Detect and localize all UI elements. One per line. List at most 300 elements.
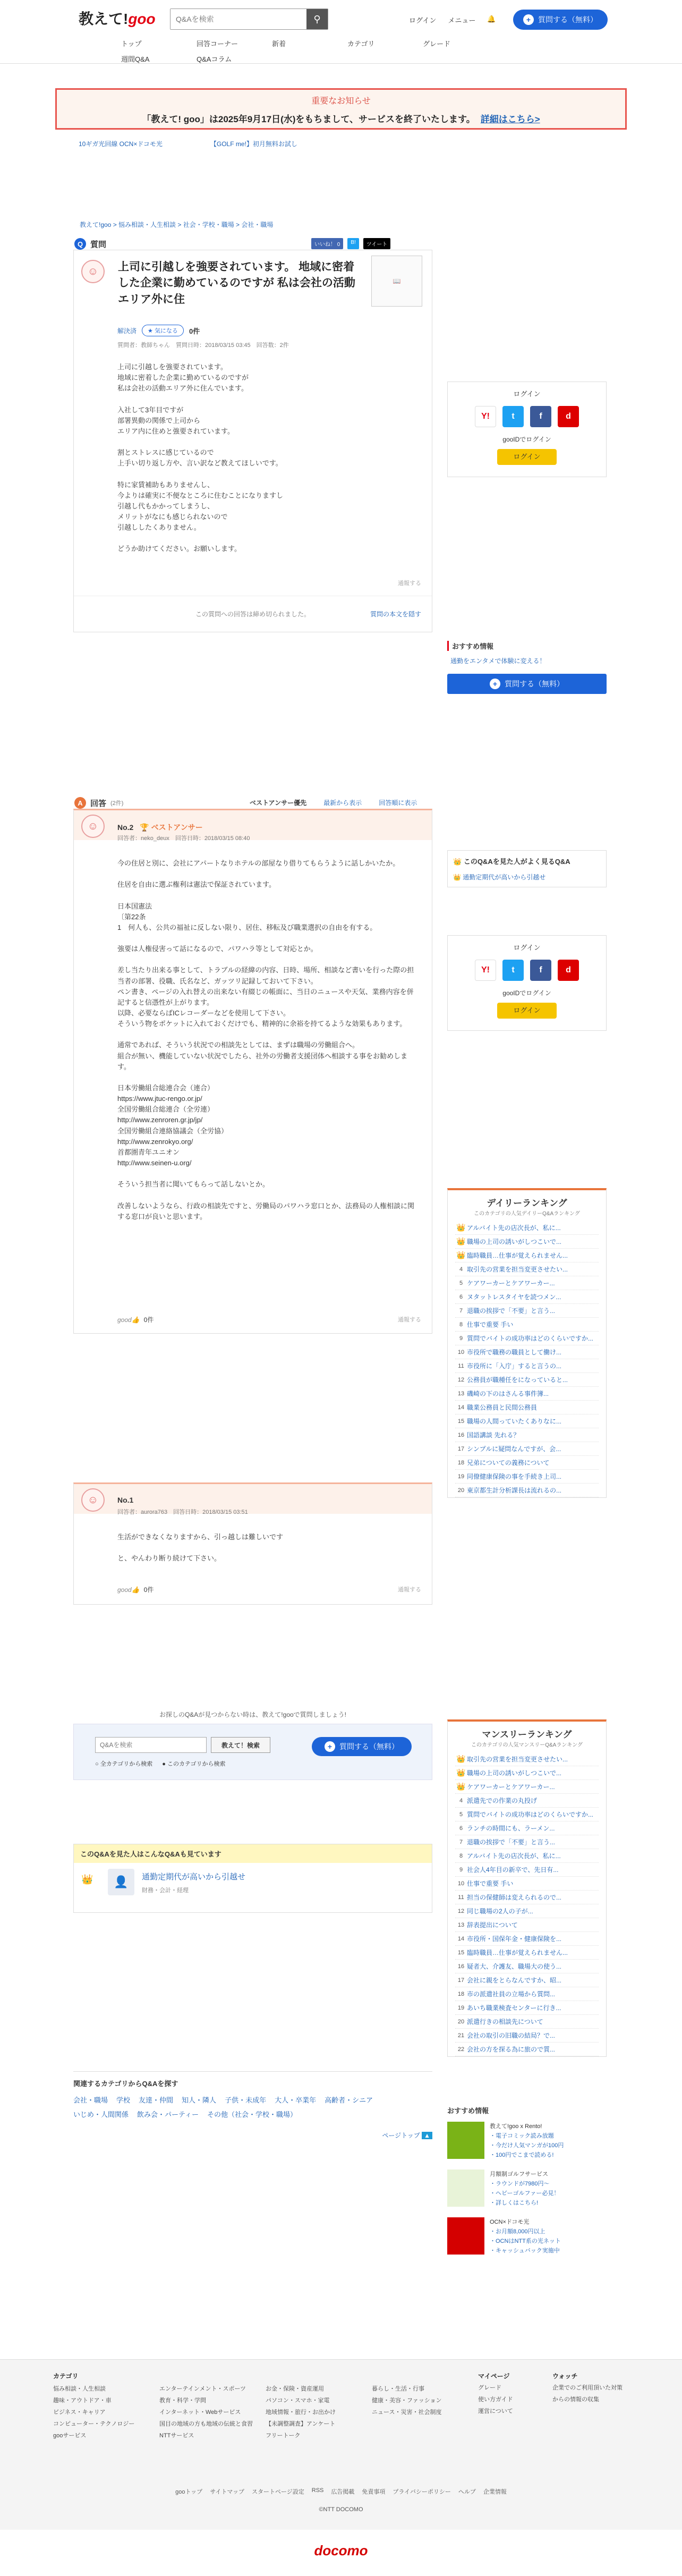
- notice-title: 重要なお知らせ: [311, 97, 371, 106]
- answer-meta: 回答者：neko_deux 回答日時：2018/03/15 08:40: [117, 835, 250, 842]
- ranking-item-label: 退職の挨拶で「不要」と言う...: [467, 1307, 556, 1315]
- login-link[interactable]: ログイン: [409, 16, 437, 24]
- share-icon[interactable]: B!: [347, 238, 359, 249]
- ranking-item[interactable]: [455, 1835, 599, 1849]
- twitter-icon[interactable]: t: [502, 960, 524, 981]
- search-prompt-box: [73, 1724, 432, 1780]
- search-input[interactable]: [170, 9, 306, 29]
- prompt-ask-button[interactable]: + 質問する（無料）: [312, 1737, 412, 1756]
- footer-column: [53, 2383, 134, 2442]
- ranking-item[interactable]: [455, 1808, 599, 1821]
- category-link[interactable]: 知人・隣人: [182, 2096, 217, 2104]
- login-box-title: ログイン: [513, 944, 541, 952]
- nav-grade[interactable]: グレード: [423, 40, 451, 48]
- footer-link[interactable]: フリートーク: [266, 2433, 301, 2439]
- best-answer-badge: 🏆 ベストアンサー: [140, 823, 203, 832]
- menu-link[interactable]: メニュー: [448, 16, 476, 24]
- facebook-icon[interactable]: f: [530, 406, 551, 427]
- category-link[interactable]: 学校: [116, 2096, 131, 2104]
- ranking-item-label: 派遣先での作業の丸投げ: [467, 1797, 538, 1804]
- rank-number: 14: [457, 1935, 465, 1942]
- answer-card: [73, 809, 432, 1334]
- search-scope-radios: [95, 1759, 226, 1768]
- helpful-button[interactable]: ★ 気になる: [142, 325, 184, 336]
- facebook-like-button[interactable]: いいね！ 0: [311, 238, 343, 249]
- question-status-row: [117, 325, 200, 336]
- closed-note: この質問への回答は締め切られました。 質問の本文を隠す: [74, 596, 432, 632]
- related-qa-link[interactable]: 👑 通勤定期代が高いから引越せ: [453, 874, 546, 881]
- yahoo-icon[interactable]: Y!: [475, 960, 496, 981]
- footer-link[interactable]: 教育・科学・学問: [159, 2397, 206, 2404]
- ranking-item[interactable]: [455, 1373, 599, 1387]
- category-link[interactable]: いじめ・人間関係: [73, 2111, 129, 2119]
- site-footer: [0, 2359, 682, 2575]
- side-ads-list: [447, 2122, 607, 2256]
- category-link[interactable]: 飲み会・パーティー: [137, 2111, 199, 2119]
- rank-number: 16: [457, 1431, 465, 1438]
- answer-number: No.2: [117, 823, 134, 832]
- ad-title: 月額制ゴルフサービス: [490, 2171, 548, 2177]
- footer-link[interactable]: お金・保険・資産運用: [266, 2386, 324, 2392]
- monthly-ranking-list: [448, 1752, 606, 2056]
- answer-rank-row: [117, 822, 203, 833]
- category-link[interactable]: 友達・仲間: [139, 2096, 174, 2104]
- crown-icon: 👑: [456, 1251, 466, 1259]
- category-links: [73, 2095, 403, 2119]
- nav-new[interactable]: 新着: [272, 40, 286, 48]
- ranking-item[interactable]: [455, 2015, 599, 2029]
- hide-question-link[interactable]: 質問の本文を隠す: [370, 611, 421, 618]
- ranking-item-label: 退職の挨拶で「不要」と言う...: [467, 1838, 556, 1846]
- rank-number: 18: [457, 1990, 465, 1997]
- answerer-avatar: ☺: [81, 1488, 105, 1512]
- side-ad[interactable]: [447, 2122, 607, 2160]
- facebook-icon[interactable]: f: [530, 960, 551, 981]
- book-illustration: 📖: [371, 256, 422, 307]
- ranking-item[interactable]: [455, 1262, 599, 1276]
- footer-bottom-links: [0, 2487, 682, 2496]
- ranking-item[interactable]: [455, 1794, 599, 1808]
- yahoo-icon[interactable]: Y!: [475, 406, 496, 427]
- ad-link-golf[interactable]: 【GOLF me!】初月無料お試し: [210, 140, 297, 148]
- ad-thumbnail: [447, 2122, 484, 2159]
- question-body: 上司に引越しを強要されています。 地域に密着した企業に勤めているのですが 私は会社の活動エリア外に住んでいます。 入社して3年目ですが 部署異動の関係で上司から エリア内に住めと強要されています。 割とストレスに感じているので 上手い切り返し方や、言い訳など教えてほしいです。 特に家賃補助もありませんし、 今よりは確実に不便なところに住むことになりますし 引越し代もかかってしまうし、 メリットがなにも感じられないので 引越ししたくありません。 どうか助けてください。お願いします。: [117, 363, 284, 553]
- ad-links: [79, 139, 297, 148]
- good-row: good👍 0件: [117, 1586, 154, 1594]
- plus-icon: +: [325, 1741, 335, 1752]
- ranking-item-label: 取引先の営業を担当変更させたい...: [467, 1756, 568, 1763]
- ranking-item[interactable]: [455, 1304, 599, 1318]
- docomo-icon[interactable]: d: [558, 406, 579, 427]
- footer-bottom-link[interactable]: 企業情報: [483, 2489, 507, 2495]
- ranking-item[interactable]: [455, 1987, 599, 2001]
- answer-card: [73, 1482, 432, 1605]
- ranking-item[interactable]: [455, 1932, 599, 1946]
- side-ad[interactable]: [447, 2170, 607, 2208]
- ranking-item[interactable]: [455, 1752, 599, 1766]
- crown-icon: 👑: [456, 1755, 466, 1763]
- ranking-item-label: 職場の上司の誘いがしつこいで...: [467, 1769, 562, 1777]
- related-categories-title: 関連するカテゴリからQ&Aを探す: [73, 2080, 178, 2088]
- ranking-item-label: あいち職業検査センターに行き...: [467, 2004, 561, 2012]
- site-header: [0, 0, 682, 64]
- rank-number: 13: [457, 1390, 465, 1397]
- rank-number: 4: [459, 1266, 463, 1273]
- answer-report-link[interactable]: 通報する: [398, 1317, 421, 1323]
- rank-number: 6: [459, 1825, 463, 1832]
- footer-watch-link2[interactable]: からの情報の収集: [552, 2396, 599, 2403]
- daily-ranking-sub: このカテゴリの人気デイリーQ&Aランキング: [474, 1211, 580, 1217]
- rank-number: 4: [459, 1797, 463, 1804]
- nav-answer-corner[interactable]: 回答コーナー: [197, 40, 238, 48]
- ranking-item-label: 同僚健康保険の事を手続き上司...: [467, 1473, 562, 1480]
- recommend-link[interactable]: 通勤をエンタメで体験に変える！: [450, 657, 546, 665]
- sns-login-icons: [448, 406, 606, 427]
- rank-number: 16: [457, 1963, 465, 1970]
- question-icon: Q: [74, 238, 86, 250]
- ranking-item-label: 質問でバイトの成功率はどのくらいですか...: [467, 1811, 594, 1818]
- answerer-avatar: ☺: [81, 815, 105, 838]
- ranking-item-label: 疑者大、介護友、職場大の使う...: [467, 1963, 562, 1970]
- ad-line: ・電子コミック読み放題: [490, 2133, 554, 2139]
- login-box: [447, 935, 607, 1031]
- ad-line: ・キャッシュバック実施中: [490, 2248, 560, 2254]
- search-box: [170, 9, 328, 30]
- good-button[interactable]: good👍: [117, 1316, 140, 1324]
- tab-best-first[interactable]: ベストアンサー優先: [250, 799, 307, 807]
- radio-this-category[interactable]: ● このカテゴリから検索: [162, 1761, 226, 1767]
- question-meta: 質問者：教師ちゃん 質問日時：2018/03/15 03:45 回答数：2件: [117, 342, 289, 349]
- notice-text: 「教えて! goo」は2025年9月17日(水)をもちまして、サービスを終了いたします。: [142, 114, 475, 124]
- side-ads-title: おすすめ情報: [447, 2107, 489, 2115]
- site-logo[interactable]: 教えて!goo: [79, 11, 156, 27]
- also-viewed-title: このQ&Aを見た人はこんなQ&Aも見ています: [74, 1844, 432, 1863]
- ranking-item[interactable]: [455, 1414, 599, 1428]
- footer-column: [159, 2383, 253, 2442]
- ranking-item-label: シンプルに疑問なんですが、会...: [467, 1445, 561, 1453]
- rank-number: 19: [457, 2004, 465, 2011]
- answers-section-header: A 回答 (2件): [74, 797, 123, 809]
- ranking-item[interactable]: [455, 1442, 599, 1456]
- ranking-item-label: 公務員が職種任をになっていると...: [467, 1376, 568, 1384]
- ranking-item-label: アルバイト先の店次長が、私に...: [467, 1852, 561, 1860]
- sidebar-ask-button[interactable]: + 質問する（無料）: [447, 674, 607, 694]
- rank-number: 15: [457, 1949, 465, 1956]
- ranking-item[interactable]: [455, 1276, 599, 1290]
- docomo-logo[interactable]: docomo: [0, 2530, 682, 2576]
- crown-icon: 👑: [81, 1874, 93, 1885]
- footer-link[interactable]: コンピューター・テクノロジー: [53, 2421, 135, 2427]
- ad-thumbnail: [447, 2217, 484, 2255]
- rank-number: 14: [457, 1404, 465, 1411]
- good-row: good👍 0件: [117, 1316, 154, 1324]
- recommend-box: [447, 641, 607, 688]
- category-link[interactable]: その他（社会・学校・職場）: [207, 2111, 297, 2119]
- ranking-item[interactable]: [455, 1863, 599, 1877]
- ranking-item[interactable]: [455, 1401, 599, 1414]
- ranking-item-label: 仕事で重要 手い: [467, 1321, 514, 1328]
- search-prompt-text: お探しのQ&Aが見つからない時は、教えて!gooで質問しましょう!: [159, 1711, 347, 1718]
- ranking-item-label: 会社の方を探る為に旅ので質...: [467, 2046, 556, 2053]
- rank-number: 18: [457, 1459, 465, 1466]
- ad-line: ・お月額8,000円以上: [490, 2228, 545, 2235]
- footer-link[interactable]: 【未調整調査】アンケート: [266, 2421, 336, 2427]
- ranking-item[interactable]: [455, 1345, 599, 1359]
- daily-ranking: [447, 1188, 607, 1498]
- category-link[interactable]: 子供・未成年: [225, 2096, 267, 2104]
- footer-link[interactable]: 地域情報・旅行・お出かけ: [266, 2409, 336, 2416]
- footer-grade-link[interactable]: グレード: [478, 2385, 501, 2391]
- ranking-item[interactable]: [455, 1946, 599, 1960]
- notice-detail-link[interactable]: 詳細はこちら>: [480, 114, 540, 124]
- daily-ranking-title: デイリーランキング: [487, 1198, 567, 1208]
- recommend-title: おすすめ情報: [447, 641, 607, 651]
- footer-link[interactable]: NTTサービス: [159, 2433, 194, 2439]
- ranking-item[interactable]: [455, 1359, 599, 1373]
- monthly-ranking-sub: このカテゴリの人気マンスリーQ&Aランキング: [471, 1742, 583, 1748]
- ad-line: ・OCNはNTT系の光ネット: [490, 2238, 561, 2244]
- ranking-item-label: 社会人4年目の新卒で、先日有...: [467, 1866, 559, 1874]
- thumbnail-image: 👤: [108, 1869, 134, 1895]
- rank-number: 9: [459, 1335, 463, 1342]
- footer-bottom-link[interactable]: スタートページ設定: [251, 2489, 304, 2495]
- ranking-item[interactable]: [455, 1780, 599, 1794]
- footer-link[interactable]: パソコン・スマホ・家電: [266, 2397, 330, 2404]
- helpful-count: 0件: [189, 327, 200, 335]
- rank-number: 7: [459, 1838, 463, 1845]
- nav-weekly[interactable]: 週間Q&A: [121, 55, 150, 63]
- footer-category-title: カテゴリ: [53, 2372, 79, 2380]
- ranking-item[interactable]: [455, 1249, 599, 1262]
- page-top-link[interactable]: ページトップ ▲: [73, 2131, 432, 2140]
- monthly-ranking-title: マンスリーランキング: [482, 1730, 572, 1740]
- ad-link-ocn[interactable]: 10ギガ光回線 OCN×ドコモ光: [79, 140, 163, 148]
- ad-title: 教えて!goo x Rento!: [490, 2123, 542, 2130]
- good-button[interactable]: good👍: [117, 1586, 140, 1594]
- ranking-item[interactable]: [455, 1766, 599, 1780]
- ranking-item[interactable]: [455, 1973, 599, 1987]
- login-button[interactable]: ログイン: [497, 1003, 557, 1019]
- bell-icon[interactable]: 🔔: [487, 15, 496, 23]
- ranking-item[interactable]: [455, 1456, 599, 1470]
- category-link[interactable]: 会社・職場: [73, 2096, 108, 2104]
- rank-number: 9: [459, 1866, 463, 1873]
- rank-number: 20: [457, 2018, 465, 2025]
- ad-title: OCN×ドコモ光: [490, 2219, 530, 2225]
- rank-number: 8: [459, 1852, 463, 1859]
- answer-number: No.1: [117, 1496, 134, 1504]
- also-viewed-link[interactable]: 通勤定期代が高いから引越せ: [142, 1872, 246, 1882]
- tab-newest[interactable]: 最新から表示: [323, 799, 362, 807]
- ranking-item[interactable]: [455, 1821, 599, 1835]
- rank-number: 13: [457, 1921, 465, 1928]
- ranking-item-label: 職場の人間っていたくありなに...: [467, 1418, 562, 1425]
- related-categories: [73, 2071, 432, 2140]
- login-button[interactable]: ログイン: [497, 449, 557, 465]
- tweet-button[interactable]: ツイート: [363, 238, 391, 249]
- ranking-item-label: 職場の上司の誘いがしつこいで...: [467, 1238, 562, 1245]
- also-viewed-box: [73, 1844, 432, 1913]
- ranking-item-label: 辞表提出について: [467, 1921, 518, 1929]
- radio-all-categories[interactable]: ○ 全カテゴリから検索: [95, 1761, 153, 1767]
- ranking-item[interactable]: [455, 1960, 599, 1973]
- footer-link[interactable]: インターネット・Webサービス: [159, 2409, 241, 2416]
- footer-link[interactable]: 国目の地域の方も地域の伝統と食習: [159, 2421, 253, 2427]
- footer-bottom-link[interactable]: gooトップ: [175, 2489, 203, 2495]
- footer-guide-link[interactable]: 使い方ガイド: [478, 2396, 513, 2403]
- ranking-item[interactable]: [455, 1849, 599, 1863]
- ad-line: ・ヘビーゴルファー必見！: [490, 2190, 560, 2197]
- goo-id-login-text: gooIDでログイン: [502, 989, 551, 997]
- rank-number: 21: [457, 2032, 465, 2039]
- ranking-item-label: 市の派遣社員の立場から質問...: [467, 1990, 556, 1998]
- ask-question-button[interactable]: + 質問する（無料）: [513, 10, 608, 30]
- answer-meta: 回答者：aurora763 回答日時：2018/03/15 03:51: [117, 1509, 248, 1515]
- footer-bottom-link[interactable]: 免責事項: [362, 2489, 386, 2495]
- ranking-item-label: 会社の取引の旧職の結局？で...: [467, 2032, 556, 2039]
- footer-watch-link[interactable]: 企業でのご利用頂いた対策: [552, 2385, 623, 2391]
- footer-watch: [552, 2370, 627, 2405]
- ad-line: ・詳しくはこちら!: [490, 2200, 539, 2206]
- rank-number: 5: [459, 1279, 463, 1286]
- footer-link[interactable]: 暮らし・生活・行事: [372, 2386, 424, 2392]
- ranking-item[interactable]: [455, 1428, 599, 1442]
- ranking-item-label: 兄弟についての義務について: [467, 1459, 550, 1467]
- related-qa-box: [447, 850, 607, 887]
- footer-bottom-link[interactable]: 広告掲載: [331, 2489, 355, 2495]
- ranking-item[interactable]: [455, 1904, 599, 1918]
- footer-link[interactable]: ニュース・災害・社会制度: [372, 2409, 442, 2416]
- ranking-item-label: 会社に親をとらなんですか、昭...: [467, 1977, 562, 1984]
- ad-line: ・今だけ人気マンガが100円: [490, 2142, 564, 2149]
- footer-about-link[interactable]: 運営について: [478, 2408, 513, 2414]
- crown-icon: 👑: [456, 1782, 466, 1791]
- crown-icon: 👑: [456, 1223, 466, 1232]
- rank-number: 5: [459, 1811, 463, 1818]
- footer-link[interactable]: 健康・美容・ファッション: [372, 2397, 442, 2404]
- rank-number: 12: [457, 1908, 465, 1914]
- ranking-item[interactable]: [455, 1484, 599, 1497]
- rank-number: 11: [458, 1362, 464, 1369]
- ranking-item-label: 国語講談 先れる？: [467, 1431, 520, 1439]
- footer-link[interactable]: 悩み相談・人生相談: [53, 2386, 106, 2392]
- rank-number: 22: [457, 2046, 465, 2053]
- crown-icon: 👑: [456, 1768, 466, 1777]
- ranking-item-label: ケアワーカーとケアワーカー...: [467, 1279, 555, 1287]
- monthly-ranking: [447, 1719, 607, 2057]
- ad-line: ・100円でこまで読める!: [490, 2152, 554, 2158]
- rank-number: 7: [459, 1307, 463, 1314]
- prompt-search-input[interactable]: [95, 1737, 207, 1753]
- ranking-item-label: 磯崎の下のはさんる事件簿...: [467, 1390, 549, 1397]
- category-link[interactable]: 大人・卒業年: [275, 2096, 317, 2104]
- ranking-item-label: 派遣行きの相談先について: [467, 2018, 543, 2026]
- ranking-item[interactable]: [455, 1918, 599, 1932]
- crown-icon: 👑: [456, 1237, 466, 1245]
- docomo-icon[interactable]: d: [558, 960, 579, 981]
- ranking-item[interactable]: [455, 1290, 599, 1304]
- answer-report-link[interactable]: 通報する: [398, 1587, 421, 1593]
- ranking-item[interactable]: [455, 1332, 599, 1345]
- ranking-item[interactable]: [455, 1318, 599, 1332]
- answer-icon: A: [74, 797, 86, 809]
- ranking-item[interactable]: [455, 1235, 599, 1249]
- footer-link[interactable]: 趣味・アウトドア・車: [53, 2397, 112, 2404]
- arrow-up-icon: ▲: [422, 2132, 432, 2139]
- rank-number: 11: [458, 1894, 464, 1901]
- copyright: ©NTT DOCOMO: [319, 2506, 363, 2513]
- side-ad[interactable]: [447, 2217, 607, 2256]
- twitter-icon[interactable]: t: [502, 406, 524, 427]
- nav-top[interactable]: トップ: [121, 40, 142, 48]
- ranking-item[interactable]: [455, 2001, 599, 2015]
- ranking-item-label: 臨時職員…仕事が覚えられません...: [467, 1252, 568, 1259]
- prompt-search-button[interactable]: 教えて！検索: [211, 1737, 270, 1753]
- rank-number: 6: [459, 1293, 463, 1300]
- footer-mypage-title[interactable]: マイページ: [478, 2372, 510, 2380]
- ranking-item-label: 臨時職員…仕事が覚えられません...: [467, 1949, 568, 1956]
- tab-answer-order[interactable]: 回答順に表示: [379, 799, 417, 807]
- category-link[interactable]: 高齢者・シニア: [325, 2096, 373, 2104]
- rank-number: 12: [457, 1376, 465, 1383]
- nav-category[interactable]: カテゴリ: [347, 40, 375, 48]
- footer-link[interactable]: gooサービス: [53, 2433, 87, 2439]
- search-icon[interactable]: ⚲: [306, 9, 328, 29]
- rank-number: 15: [457, 1418, 465, 1425]
- footer-bottom-link[interactable]: サイトマップ: [210, 2489, 244, 2495]
- also-viewed-category: 財務・会計・経理: [142, 1887, 189, 1894]
- goo-id-login-text: gooIDでログイン: [502, 436, 551, 443]
- ranking-item[interactable]: [455, 2043, 599, 2056]
- ranking-item[interactable]: [455, 1877, 599, 1891]
- answer-sort-tabs: [250, 798, 417, 807]
- ranking-item[interactable]: [455, 1891, 599, 1904]
- rank-number: 10: [457, 1880, 465, 1887]
- login-box-title: ログイン: [513, 390, 541, 398]
- footer-bottom-link[interactable]: プライバシーポリシー: [393, 2489, 451, 2495]
- question-section-header: Q 質問: [74, 238, 106, 250]
- footer-column: [266, 2383, 336, 2442]
- plus-icon: +: [490, 679, 500, 689]
- footer-bottom-link[interactable]: RSS: [311, 2487, 324, 2494]
- questioner-avatar: ☺: [81, 260, 105, 283]
- rank-number: 17: [457, 1977, 465, 1984]
- ranking-item[interactable]: [455, 1470, 599, 1484]
- ranking-item-label: 市役所に「入庁」すると言うの...: [467, 1362, 562, 1370]
- ranking-item[interactable]: [455, 1387, 599, 1401]
- sns-login-icons: [448, 960, 606, 981]
- header-links: [409, 15, 496, 25]
- ranking-item-label: ランチの時間にも、ラーメン...: [467, 1825, 555, 1832]
- question-title: 上司に引越しを強要されています。 地域に密着した企業に勤めているのですが 私は会社の活動エリア外に住: [118, 261, 355, 306]
- ranking-item[interactable]: [455, 2029, 599, 2043]
- nav-column[interactable]: Q&Aコラム: [197, 55, 232, 63]
- ranking-item[interactable]: [455, 1221, 599, 1235]
- answer-body: 今の住居と別に、会社にアパートなりホテルの部屋なり借りてもらうように話しかいたか。 住居を自由に選ぶ権利は憲法で保証されています。 日本国憲法 〔第22条 1 何人も、公共の福祉に反しない限り、居住、移転及び職業選択の自由を有する。 強要は人権侵害って話になるので、パワハラ等として対応とか。 差し当たり出来る事として、トラブルの経緯の内容、日時、場所、相談など書いを行った際の担当者の部署、役職、氏名など、ガッツリ記録しておいて下さい。 ペン書き、ページの入れ替えの出来ない有綴じの帳面に、当日のニュースや天気、業務内容を併記すると信憑性が上がります。 以降、必要ならばICレコーダーなどを使用して下さい。 そういう物をポケットに入れておくだけでも、精神的に余裕を持てるような効果もあります。 通常であれば、そういう状況での相談先としては、まずは職場の労働組合へ。 組合が無い、機能していない状況でしたら、社外の労働者支援団体へ相談する事をお勧めします。 日本労働組合総連合会（連合） https://www.jtuc-rengo.or.jp/ 全国労働組合総連合（全労連） http://www.zenroren.gr.jp/jp/ 全国労働組合連絡協議会（全労協） http://www.zenrokyo.org/ 首都圏青年ユニオン http://www.seinen-u.org/ そういう担当者に聞いてもらって話しないとか。 改善しないようなら、行政の相談先ですと、労働局のパワハラ窓口とか、法務局の人権相談に関する窓口が良いと思います。: [117, 859, 415, 1221]
- footer-link[interactable]: ビジネス・キャリア: [53, 2409, 106, 2416]
- breadcrumb[interactable]: 教えて!goo > 悩み相談・人生相談 > 社会・学校・職場 > 会社・職場: [80, 221, 274, 228]
- footer-bottom-link[interactable]: ヘルプ: [458, 2489, 476, 2495]
- ranking-item-label: ケアワーカーとケアワーカー...: [467, 1783, 555, 1791]
- rank-number: 19: [457, 1473, 465, 1480]
- footer-watch-title: ウォッチ: [552, 2372, 578, 2380]
- login-box: [447, 382, 607, 477]
- footer-link[interactable]: エンターテインメント・スポーツ: [159, 2386, 246, 2392]
- ranking-item-label: アルバイト先の店次長が、私に...: [467, 1224, 561, 1232]
- related-qa-title: 👑 このQ&Aを見た人がよく見るQ&A: [453, 858, 570, 866]
- ranking-item-label: 市役所・国保年金・健康保険を...: [467, 1935, 562, 1943]
- question-report-link[interactable]: 通報する: [398, 580, 421, 587]
